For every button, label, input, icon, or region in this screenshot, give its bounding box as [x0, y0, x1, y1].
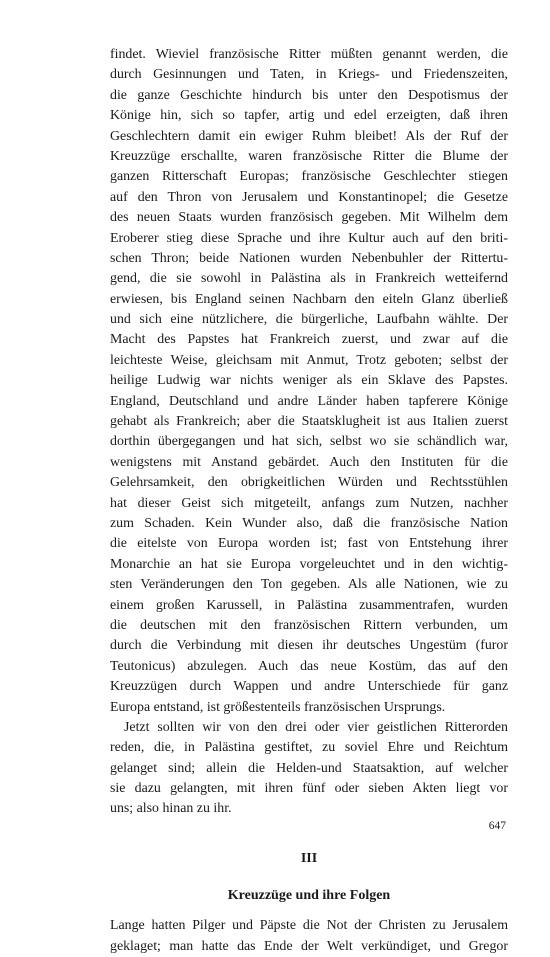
text-line: Macht des Papstes hat Frankreich zuerst, und zwar auf die [110, 332, 508, 348]
text-line: durch die Verbindung mit diesen ihr deutsches Ungestüm (furor [110, 638, 508, 654]
text-line: heilige Ludwig war nichts weniger als ein Sklave des Papstes. [110, 373, 508, 389]
text-line: gelanget sind; allein die Helden-und Staatsaktion, auf welcher [110, 760, 508, 776]
text-line: uns; also hinan zu ihr. [110, 801, 232, 817]
page-content [110, 45, 508, 957]
section-spacer [110, 820, 508, 840]
text-line: gehabt als Frankreich; aber die Staatsklugheit ist aus Italien zuerst [110, 414, 508, 430]
text-line: Eroberer stieg diese Sprache und ihre Kultur auch auf den briti- [110, 230, 508, 246]
text-line: schen Thron; beide Nationen wurden Nebenbuhler der Rittertu- [110, 250, 508, 266]
text-line: Gelehrsamkeit, den obrigkeitlichen Würden und Rechtsstühlen [110, 475, 508, 491]
paragraph-3 [110, 916, 508, 957]
text-line: gend, die sie sowohl in Palästina als in Frankreich wetteifernd [110, 271, 508, 287]
text-line: die eitelste von Europa worden ist; fast von Entstehung ihrer [110, 536, 508, 552]
text-line: findet. Wieviel französische Ritter müßten genannt werden, die [110, 47, 508, 62]
text-line: reden, die, in Palästina gestiftet, zu soviel Ehre und Reichtum [110, 740, 508, 756]
text-line: ganzen Ritterschaft Europas; französische Geschlechter stiegen [110, 169, 508, 185]
text-line: des neuen Staats wurden französisch gegeben. Mit Wilhelm dem [110, 210, 508, 226]
text-line: sie dazu gelangten, mit ihren fünf oder sieben Akten liegt vor [110, 781, 508, 797]
text-line: Kreuzzüge erschallte, waren französische Ritter die Blume der [110, 148, 508, 164]
text-line: Monarchie an hat sie Europa vorgeleuchtet und in den wichtig- [110, 556, 508, 572]
text-line: sten Veränderungen den Ton gegeben. Als alle Nationen, wie zu [110, 577, 508, 593]
text-line: Teutonicus) abzulegen. Auch das neue Kostüm, das auf den [110, 658, 508, 674]
text-line: Kreuzzügen durch Wappen und andre Unterschiede für ganz [110, 679, 508, 695]
text-line: Europa entstand, ist größestenteils französischen Ursprungs. [110, 699, 446, 715]
text-line: hat dieser Geist sich mitgeteilt, anfangs zum Nutzen, nachher [110, 495, 508, 511]
paragraph-2 [110, 718, 508, 820]
text-line: Jetzt sollten wir von den drei oder vier geistlichen Ritterorden [124, 719, 508, 735]
text-line: wenigstens mit Anstand gebärdet. Auch den Instituten für die [110, 454, 508, 470]
text-line: die deutschen mit den französischen Rittern verbunden, um [110, 617, 508, 633]
text-line: auf den Thron von Jerusalem und Konstantinopel; die Gesetze [110, 189, 508, 205]
text-line: leichteste Weise, gleichsam mit Anmut, Trotz geboten; selbst der [110, 352, 508, 368]
text-line: durch Gesinnungen und Taten, in Kriegs- und Friedenszeiten, [110, 67, 508, 83]
text-line: Geschlechtern damit ein ewiger Ruhm bleibet! Als der Ruf der [110, 128, 508, 144]
text-line: und sich eine nützlichere, die bürgerliche, Laufbahn wählte. Der [110, 312, 508, 328]
text-line: erwiesen, bis England seinen Nachbarn den eiteln Glanz überließ [110, 291, 508, 307]
text-line: zum Schaden. Kein Wunder also, daß die französische Nation [110, 515, 508, 531]
section-title: Kreuzzüge und ihre Folgen [227, 888, 391, 904]
text-line: England, Deutschland und andre Länder haben tapferere Könige [110, 393, 508, 409]
text-line: einem großen Karussell, in Palästina zusammentrafen, wurden [110, 597, 508, 613]
text-line: Könige hin, sich so tapfer, artig und edel erzeigten, daß ihren [110, 108, 508, 124]
text-line: dorthin übergegangen und hat sich, selbst wo sie schändlich war, [110, 434, 508, 450]
paragraph-1 [110, 45, 508, 718]
text-line: die ganze Geschichte hindurch bis unter den Despotismus der [110, 87, 508, 103]
text-line: Lange hatten Pilger und Päpste die Not der Christen zu Jerusalem [110, 918, 508, 934]
section-number: III [300, 851, 318, 867]
text-line: geklaget; man hatte das Ende der Welt verkündiget, und Gregor [110, 938, 508, 954]
page-number: 647 [488, 820, 506, 832]
